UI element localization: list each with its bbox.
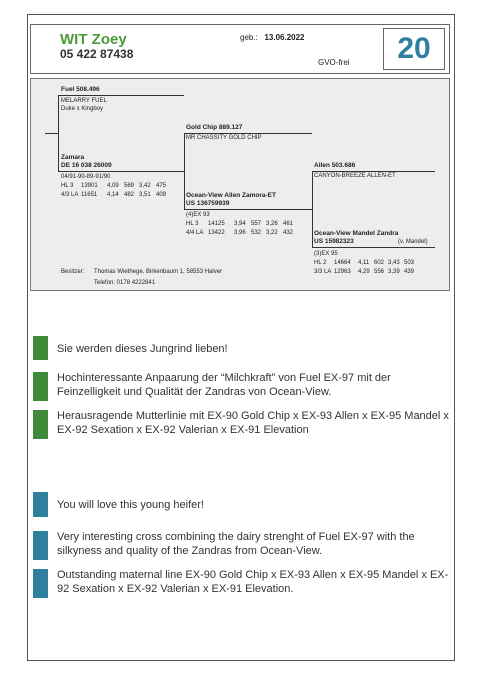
de-paragraph-3: Herausragende Mutterlinie mit EX-90 Gold Chip x EX-93 Allen x EX-95 Mandel x EX-92 Sexation x EX-92 Valerian x EX-91 Elevation [57, 410, 449, 436]
gvo-status: GVO-frei [318, 58, 350, 67]
blue-bullet-2 [33, 531, 48, 560]
granddam-registration: US 136759939 [186, 200, 230, 207]
blue-bullet-3 [33, 569, 48, 598]
pedigree-line [184, 133, 185, 209]
granddam-perf-row-2: 4/4 LA 13422 3,96 532 3,22 432 [186, 230, 294, 236]
great-grandsire-name: Allen 503.686 [314, 162, 356, 169]
pedigree-line [58, 95, 59, 171]
dam-scores: 04/91-90-89-91/90 [61, 174, 111, 180]
de-paragraph-2: Hochinteressante Anpaarung der “Milchkraft” von Fuel EX-97 mit der Feinzelligkeit und Qualität der Zandras von Ocean-View. [57, 372, 391, 398]
en-paragraph-2: Very interesting cross combining the dairy strenght of Fuel EX-97 with the silkyness and quality of the Zandras from Ocean-View. [57, 531, 415, 557]
great-granddam-name: Ocean-View Mandel Zandra [314, 230, 399, 237]
owner-label: Besitzer: [61, 269, 85, 275]
dam-registration: DE 16 038 26009 [61, 162, 112, 169]
pedigree-line [184, 209, 312, 210]
en-paragraph-3: Outstanding maternal line EX-90 Gold Chip x EX-93 Allen x EX-95 Mandel x EX-92 Sexation x EX-92 Valerian x EX-91 Elevation. [57, 569, 449, 595]
green-bullet-2 [33, 372, 48, 401]
dam-perf-row-2: 4/3 LA 11651 4,14 482 3,51 409 [61, 192, 167, 198]
sire-parents: Duke x Kingboy [61, 106, 104, 112]
great-granddam-perf-row-2: 3/3 LA 12963 4,29 556 3,39 439 [314, 269, 415, 275]
great-granddam-classification: (3)EX 95 [314, 251, 338, 257]
blue-bullet-1 [33, 492, 48, 517]
dam-perf-row-1: HL 3 13901 4,09 569 3,42 475 [61, 183, 167, 189]
pedigree-line [58, 171, 184, 172]
pedigree-line [58, 95, 184, 96]
animal-registration: 05 422 87438 [60, 47, 134, 61]
birth-date: geb.: 13.06.2022 [240, 33, 305, 42]
green-bullet-1 [33, 336, 48, 360]
pedigree-line [312, 171, 313, 247]
grandsire-full-name: MR CHASSITY GOLD CHIP [186, 135, 262, 141]
sire-full-name: MELARRY FUEL [61, 98, 107, 104]
en-paragraph-1: You will love this young heifer! [57, 499, 204, 511]
grandsire-name: Gold Chip 889.127 [186, 124, 243, 131]
de-paragraph-1: Sie werden dieses Jungrind lieben! [57, 343, 228, 355]
lot-number: 20 [383, 28, 445, 70]
granddam-classification: (4)EX 93 [186, 212, 210, 218]
great-granddam-registration: US 15982323 [314, 238, 354, 245]
great-granddam-note: (v. Mandel) [398, 239, 428, 245]
granddam-perf-row-1: HL 3 14125 3,94 557 3,26 461 [186, 221, 294, 227]
granddam-name: Ocean-View Allen Zamora-ET [186, 192, 276, 199]
pedigree-line [45, 133, 58, 134]
green-bullet-3 [33, 410, 48, 439]
owner-address: Thomas Wiethege, Birkenbaum 1, 58553 Halver [94, 269, 223, 275]
sire-name: Fuel 508.496 [61, 86, 100, 93]
great-granddam-perf-row-1: HL 2 14664 4,11 602 3,43 503 [314, 260, 415, 266]
great-grandsire-full-name: CANYON-BREEZE ALLEN-ET [314, 173, 396, 179]
pedigree-line [312, 247, 435, 248]
owner-phone: Telefon: 0178 4222841 [94, 280, 156, 286]
dam-name: Zamara [61, 154, 85, 161]
animal-name: WIT Zoey [60, 31, 127, 48]
